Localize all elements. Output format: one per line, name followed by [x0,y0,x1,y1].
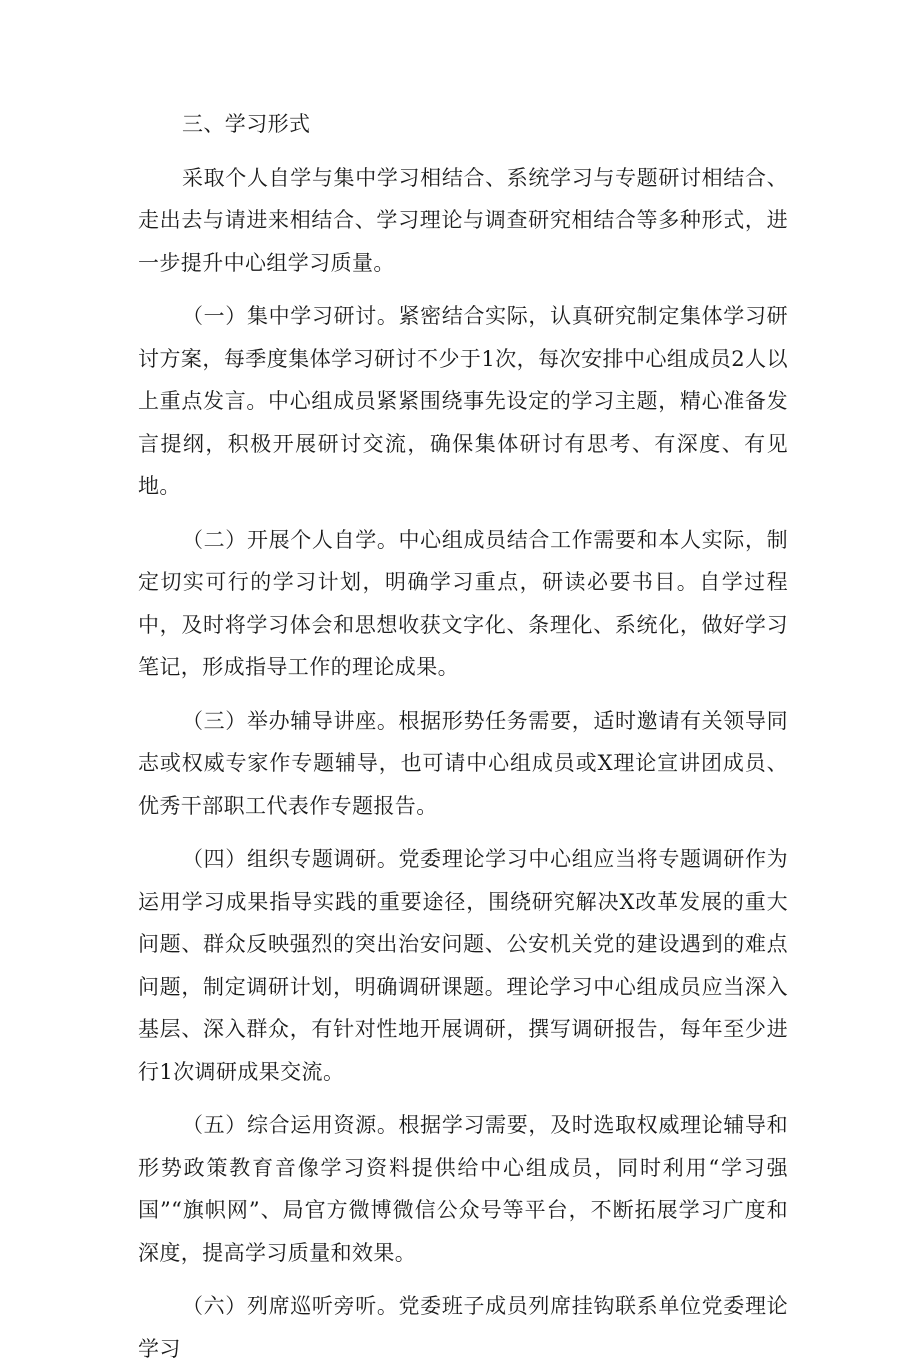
paragraph-centralized-study: （一）集中学习研讨。紧密结合实际，认真研究制定集体学习研讨方案，每季度集体学习研讨不少于1次，每次安排中心组成员2人以上重点发言。中心组成员紧紧围绕事先设定的学习主题，精心准备发言提纲，积极开展研讨交流，确保集体研讨有思考、有深度、有见地。 [138,304,788,498]
paragraph-lectures: （三）举办辅导讲座。根据形势任务需要，适时邀请有关领导同志或权威专家作专题辅导，也可请中心组成员或X理论宣讲团成员、优秀干部职工代表作专题报告。 [138,708,788,818]
paragraph-research: （四）组织专题调研。党委理论学习中心组应当将专题调研作为运用学习成果指导实践的重要途径，围绕研究解决X改革发展的重大问题、群众反映强烈的突出治安问题、公安机关党的建设遇到的难点问题，制定调研计划，明确调研课题。理论学习中心组成员应当深入基层、深入群众，有针对性地开展调研，撰写调研报告，每年至少进行1次调研成果交流。 [138,847,788,1084]
paragraph-self-study: （二）开展个人自学。中心组成员结合工作需要和本人实际，制定切实可行的学习计划，明确学习重点，研读必要书目。自学过程中，及时将学习体会和思想收获文字化、条理化、系统化，做好学习笔记，形成指导工作的理论成果。 [138,527,788,679]
paragraph-resources: （五）综合运用资源。根据学习需要，及时选取权威理论辅导和形势政策教育音像学习资料提供给中心组成员，同时利用“学习强国”“旗帜网”、局官方微博微信公众号等平台，不断拓展学习广度和深度，提高学习质量和效果。 [138,1113,788,1265]
paragraph-attendance: （六）列席巡听旁听。党委班子成员列席挂钩联系单位党委理论学习 [138,1294,788,1361]
section-heading: 三、学习形式 [182,112,311,136]
paragraph-intro: 采取个人自学与集中学习相结合、系统学习与专题研讨相结合、走出去与请进来相结合、学习理论与调查研究相结合等多种形式，进一步提升中心组学习质量。 [138,165,788,275]
document-body [138,103,788,1370]
